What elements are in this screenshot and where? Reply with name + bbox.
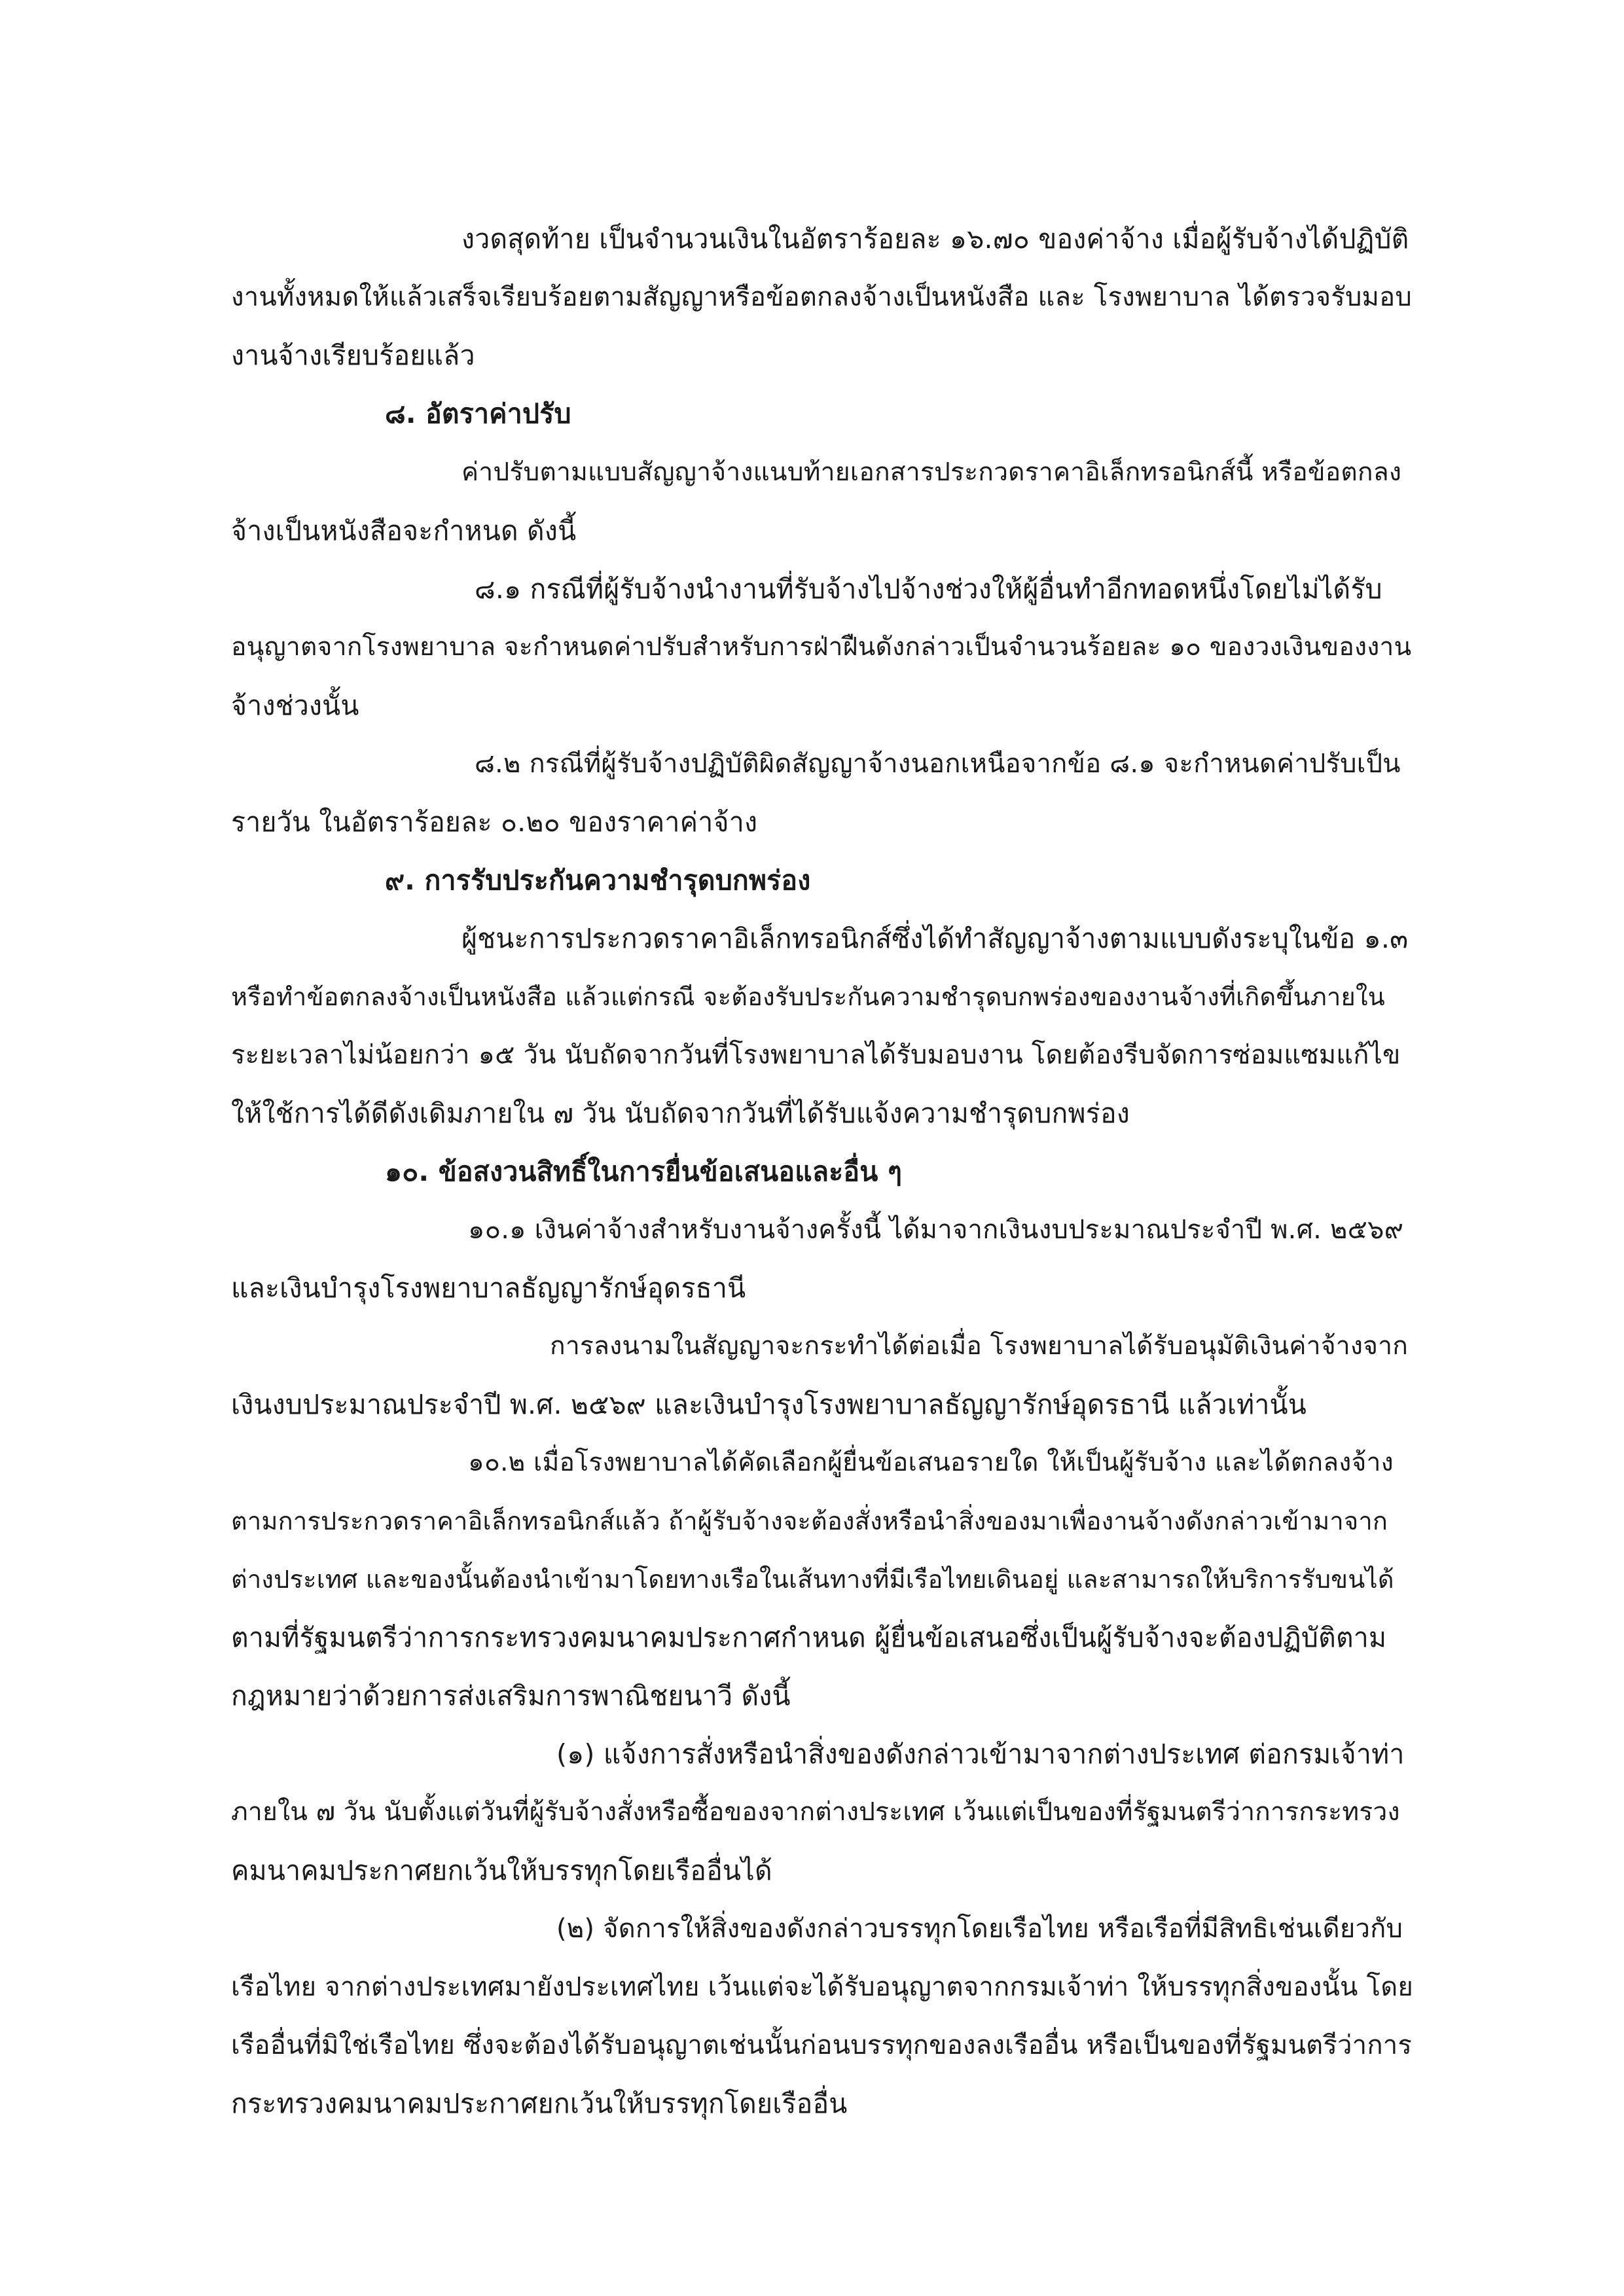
section-heading: ๙. การรับประกันความชำรุดบกพร่อง xyxy=(385,865,811,896)
paragraph-line: งวดสุดท้าย เป็นจำนวนเงินในอัตราร้อยละ ๑๖.๗๐ ของค่าจ้าง เมื่อผู้รับจ้างได้ปฏิบัติ xyxy=(461,223,1409,255)
paragraph-line: ๑๐.๒ เมื่อโรงพยาบาลได้คัดเลือกผู้ยื่นข้อเสนอรายใด ให้เป็นผู้รับจ้าง และได้ตกลงจ้าง xyxy=(468,1448,1394,1477)
paragraph-line: ระยะเวลาไม่น้อยกว่า ๑๕ วัน นับถัดจากวันที่โรงพยาบาลได้รับมอบงาน โดยต้องรีบจัดการซ่อมแซมแก้ไข xyxy=(231,1040,1401,1070)
paragraph-line: การลงนามในสัญญาจะกระทำได้ต่อเมื่อ โรงพยาบาลได้รับอนุมัติเงินค่าจ้างจาก xyxy=(550,1331,1409,1361)
paragraph-line: เงินงบประมาณประจำปี พ.ศ. ๒๕๖๙ และเงินบำรุงโรงพยาบาลธัญญารักษ์อุดรธานี แล้วเท่านั้น xyxy=(231,1389,1307,1420)
paragraph-line: เรืออื่นที่มิใช่เรือไทย ซึ่งจะต้องได้รับอนุญาตเช่นนั้นก่อนบรรทุกของลงเรืออื่น หรือเป็นของที่รัฐมนตรีว่าการ xyxy=(231,2030,1413,2060)
paragraph-line: ๑๐.๑ เงินค่าจ้างสำหรับงานจ้างครั้งนี้ ได้มาจากเงินงบประมาณประจำปี พ.ศ. ๒๕๖๙ xyxy=(468,1215,1404,1245)
paragraph-line: อนุญาตจากโรงพยาบาล จะกำหนดค่าปรับสำหรับการฝ่าฝืนดังกล่าวเป็นจำนวนร้อยละ ๑๐ ของวงเงินของงาน xyxy=(231,632,1412,662)
paragraph-line: หรือทำข้อตกลงจ้างเป็นหนังสือ แล้วแต่กรณี จะต้องรับประกันความชำรุดบกพร่องของงานจ้างที่เกิดขึ้นภายใน xyxy=(231,982,1385,1011)
paragraph-line: งานทั้งหมดให้แล้วเสร็จเรียบร้อยตามสัญญาหรือข้อตกลงจ้างเป็นหนังสือ และ โรงพยาบาล ได้ตรวจรับมอบ xyxy=(231,282,1412,312)
paragraph-line: ผู้ชนะการประกวดราคาอิเล็กทรอนิกส์ซึ่งได้ทำสัญญาจ้างตามแบบดังระบุในข้อ ๑.๓ xyxy=(461,923,1409,954)
paragraph-line: กระทรวงคมนาคมประกาศยกเว้นให้บรรทุกโดยเรืออื่น xyxy=(231,2088,848,2119)
paragraph-line: คมนาคมประกาศยกเว้นให้บรรทุกโดยเรืออื่นได้ xyxy=(231,1855,772,1886)
paragraph-line: จ้างช่วงนั้น xyxy=(231,690,359,721)
paragraph-line: (๑) แจ้งการสั่งหรือนำสิ่งของดังกล่าวเข้ามาจากต่างประเทศ ต่อกรมเจ้าท่า xyxy=(556,1738,1405,1770)
paragraph-line: เรือไทย จากต่างประเทศมายังประเทศไทย เว้นแต่จะได้รับอนุญาตจากกรมเจ้าท่า ให้บรรทุกสิ่งของนั้น โดย xyxy=(231,1972,1414,2002)
paragraph-line: ต่างประเทศ และของนั้นต้องนำเข้ามาโดยทางเรือในเส้นทางที่มีเรือไทยเดินอยู่ และสามารถให้บริการรับขนได้ xyxy=(231,1565,1394,1594)
paragraph-line: ๘.๑ กรณีที่ผู้รับจ้างนำงานที่รับจ้างไปจ้างช่วงให้ผู้อื่นทำอีกทอดหนึ่งโดยไม่ได้รับ xyxy=(475,573,1382,605)
paragraph-line: ตามการประกวดราคาอิเล็กทรอนิกส์แล้ว ถ้าผู้รับจ้างจะต้องสั่งหรือนำสิ่งของมาเพื่องานจ้างดังกล่าวเข้ามาจาก xyxy=(231,1507,1388,1535)
section-heading: ๘. อัตราค่าปรับ xyxy=(385,398,571,429)
paragraph-line: รายวัน ในอัตราร้อยละ ๐.๒๐ ของราคาค่าจ้าง xyxy=(231,806,758,838)
paragraph-line: ค่าปรับตามแบบสัญญาจ้างแนบท้ายเอกสารประกวดราคาอิเล็กทรอนิกส์นี้ หรือข้อตกลง xyxy=(461,457,1402,487)
paragraph-line: งานจ้างเรียบร้อยแล้ว xyxy=(231,340,475,371)
paragraph-line: กฎหมายว่าด้วยการส่งเสริมการพาณิชยนาวี ดังนี้ xyxy=(231,1680,791,1712)
paragraph-line: และเงินบำรุงโรงพยาบาลธัญญารักษ์อุดรธานี xyxy=(231,1272,746,1304)
paragraph-line: (๒) จัดการให้สิ่งของดังกล่าวบรรทุกโดยเรือไทย หรือเรือที่มีสิทธิเช่นเดียวกับ xyxy=(556,1914,1403,1944)
paragraph-line: ๘.๒ กรณีที่ผู้รับจ้างปฏิบัติผิดสัญญาจ้างนอกเหนือจากข้อ ๘.๑ จะกำหนดค่าปรับเป็น xyxy=(475,749,1401,779)
paragraph-line: ภายใน ๗ วัน นับตั้งแต่วันที่ผู้รับจ้างสั่งหรือซื้อของจากต่างประเทศ เว้นแต่เป็นของที่รัฐมนตรีว่าการกระทรวง xyxy=(231,1797,1400,1827)
paragraph-line: ตามที่รัฐมนตรีว่าการกระทรวงคมนาคมประกาศกำหนด ผู้ยื่นข้อเสนอซึ่งเป็นผู้รับจ้างจะต้องปฏิบัติตาม xyxy=(231,1622,1387,1653)
paragraph-line: จ้างเป็นหนังสือจะกำหนด ดังนี้ xyxy=(231,515,577,547)
section-heading: ๑๐. ข้อสงวนสิทธิ์ในการยื่นข้อเสนอและอื่น ๆ xyxy=(385,1156,903,1187)
paragraph-line: ให้ใช้การได้ดีดังเดิมภายใน ๗ วัน นับถัดจากวันที่ได้รับแจ้งความชำรุดบกพร่อง xyxy=(231,1098,1130,1129)
